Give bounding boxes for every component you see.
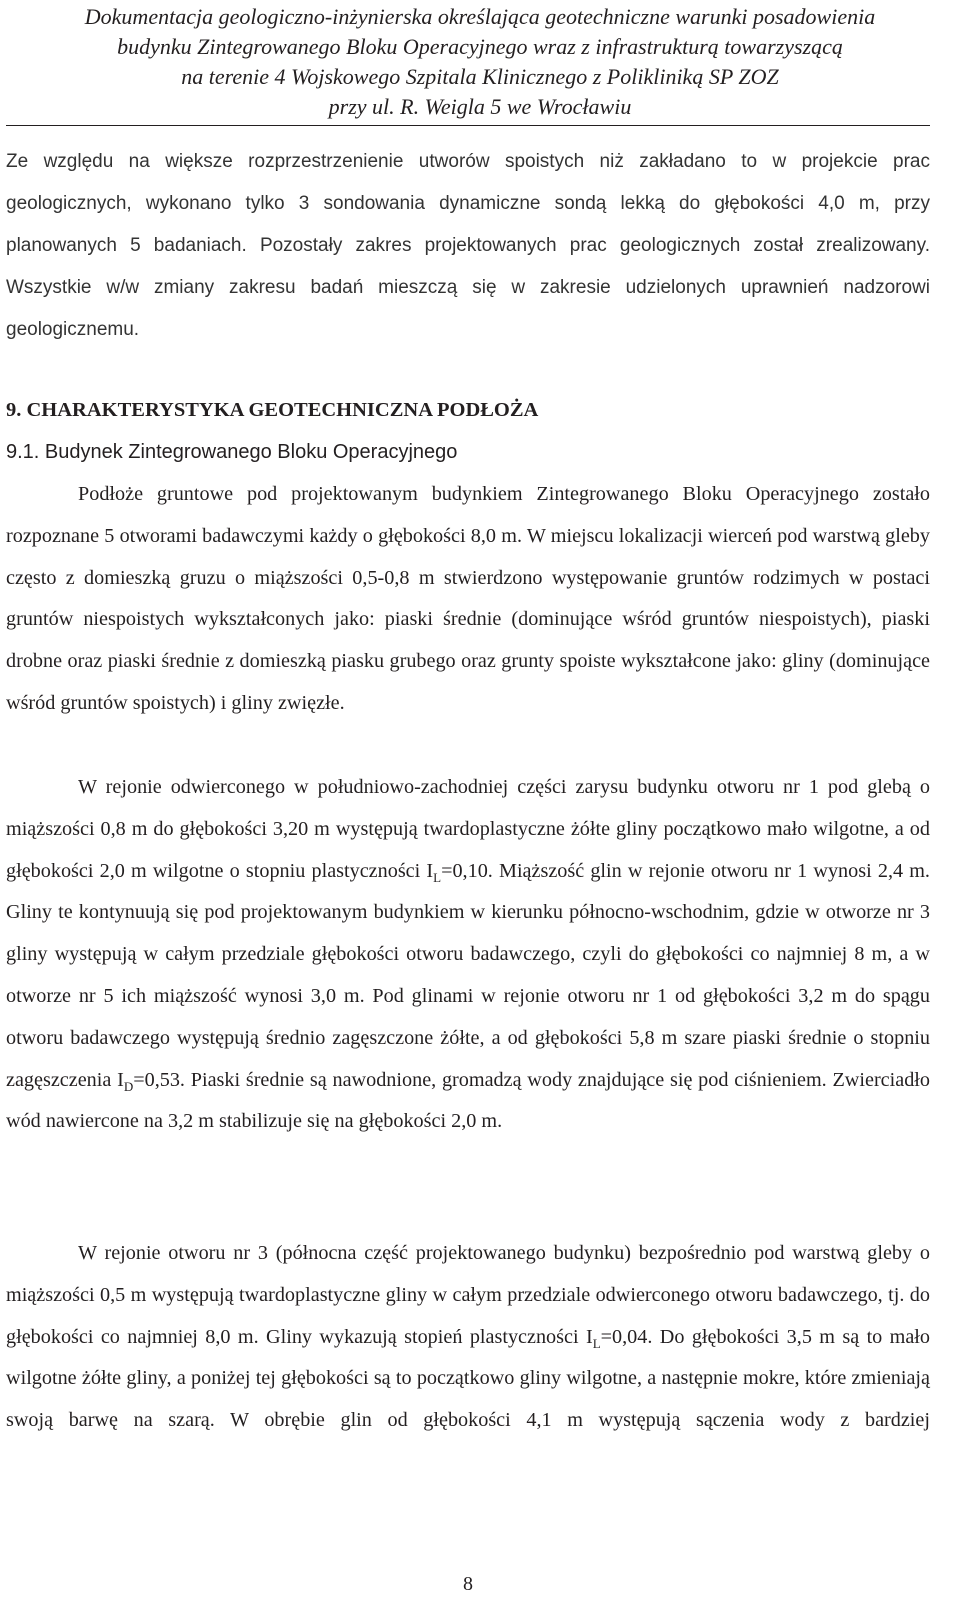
- body-paragraph-2: [6, 767, 930, 1143]
- section-heading: 9. CHARAKTERYSTYKA GEOTECHNICZNA PODŁOŻA: [6, 399, 539, 421]
- intro-paragraph: Ze względu na większe rozprzestrzenienie utworów spoistych niż zakładano to w projekcie prac geologicznych, wykonano tylko 3 sondowania dynamiczne sondą lekką do głębokości 4,0 m, przy planowanych 5 badaniach. Pozostały zakres projektowanych prac geologicznych został zrealizowany. Wszystkie w/w zmiany zakresu badań mieszczą się w zakresie udzielonych uprawnień nadzorowi geologicznemu.: [6, 151, 930, 340]
- density-index-subscript: D: [123, 1078, 134, 1094]
- plasticity-index-subscript-2: L: [592, 1335, 601, 1351]
- body-paragraph-2-part-a: W rejonie odwierconego w południowo-zachodniej części zarysu budynku otworu nr 1 pod glebą o miąższości 0,8 m do głębokości 3,20 m występują twardoplastyczne żółte gliny początkowo mało wilgotne, a od głębokości 2,0 m wilgotne o stopniu plastyczności I: [6, 776, 930, 882]
- page-number: 8: [463, 1573, 473, 1595]
- body-paragraph-1: Podłoże gruntowe pod projektowanym budynkiem Zintegrowanego Bloku Operacyjnego zostało rozpoznane 5 otworami badawczymi każdy o głębokości 8,0 m. W miejscu lokalizacji wierceń pod warstwą gleby często z domieszką gruzu o miąższości 0,5-0,8 m stwierdzono występowanie gruntów rodzimych w postaci gruntów niespoistych wykształconych jako: piaski średnie (dominujące wśród gruntów niespoistych), piaski drobne oraz piaski średnie z domieszką piasku grubego oraz grunty spoiste wykształcone jako: gliny (dominujące wśród gruntów spoistych) i gliny zwięzłe.: [6, 483, 930, 714]
- body-paragraph-2-part-b: =0,10. Miąższość glin w rejonie otworu nr 1 wynosi 2,4 m. Gliny te kontynuują się pod projektowanym budynkiem w kierunku północno-wschodnim, gdzie w otworze nr 3 gliny występują w całym przedziale głębokości otworu badawczego, czyli do głębokości co najmniej 8 m, a w otworze nr 5 ich miąższość wynosi 3,0 m. Pod glinami w rejonie otworu nr 1 od głębokości 3,2 m do spągu otworu badawczego występują średnio zagęszczone żółte, a od głębokości 5,8 m szare piaski średnie o stopniu zagęszczenia I: [6, 859, 930, 1091]
- header-line-2: budynku Zintegrowanego Bloku Operacyjnego wraz z infrastrukturą towarzyszącą: [117, 34, 843, 59]
- header-line-3: na terenie 4 Wojskowego Szpitala Klinicznego z Polikliniką SP ZOZ: [181, 64, 779, 89]
- plasticity-index-subscript: L: [433, 869, 442, 885]
- subsection-heading: 9.1. Budynek Zintegrowanego Bloku Operacyjnego: [6, 441, 458, 463]
- body-paragraph-3-part-a: W rejonie otworu nr 3 (północna część projektowanego budynku) bezpośrednio pod warstwą gleby o miąższości 0,5 m występują twardoplastyczne gliny w całym przedziale odwierconego otworu badawczego, tj. do głębokości co najmniej 8,0 m. Gliny wykazują stopień plastyczności I: [6, 1242, 930, 1348]
- body-paragraph-2-part-c: =0,53. Piaski średnie są nawodnione, gromadzą wody znajdujące się pod ciśnieniem. Zwierciadło wód nawiercone na 3,2 m stabilizuje się na głębokości 2,0 m.: [6, 1068, 930, 1133]
- header-line-1: Dokumentacja geologiczno-inżynierska określająca geotechniczne warunki posadowienia: [84, 4, 876, 29]
- body-paragraph-3-part-b: =0,04. Do głębokości 3,5 m są to mało wilgotne żółte gliny, a poniżej tej głębokości są to początkowo gliny wilgotne, a następnie mokre, które zmieniają swoją barwę na szarą. W obrębie glin od głębokości 4,1 m występują sączenia wody z bardziej: [6, 1325, 931, 1432]
- header-line-4: przy ul. R. Weigla 5 we Wrocławiu: [328, 94, 632, 119]
- body-paragraph-3: [6, 1233, 930, 1442]
- document-header: [0, 2, 960, 122]
- header-divider: [6, 125, 930, 126]
